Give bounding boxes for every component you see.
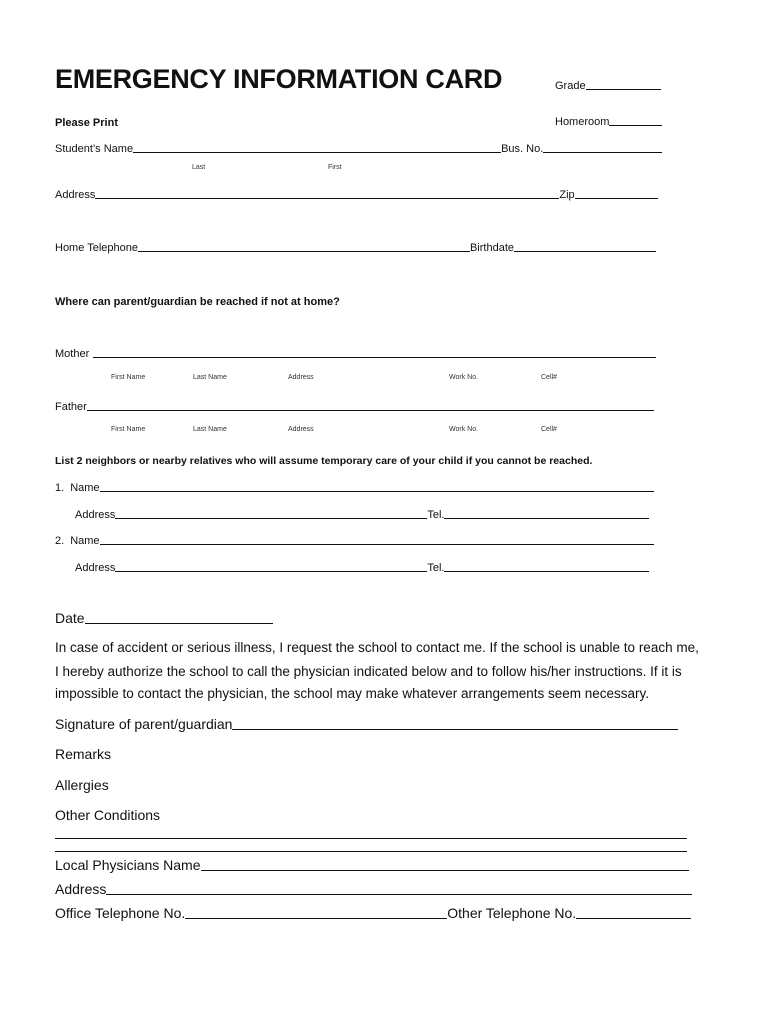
neighbor-1-name-label: Name	[70, 482, 100, 494]
neighbors-instruction: List 2 neighbors or nearby relatives who will assume temporary care of your child if you cannot be reached.	[55, 455, 593, 467]
address-label: Address	[55, 189, 96, 201]
father-hint-work: Work No.	[449, 426, 479, 433]
physician-line[interactable]	[201, 870, 689, 871]
zip-line[interactable]	[575, 198, 658, 199]
home-phone-label: Home Telephone	[55, 242, 138, 254]
consent-line-3: impossible to contact the physician, the school may make whatever arrangements seem necessary.	[55, 686, 650, 701]
homeroom-line[interactable]	[609, 125, 662, 126]
mother-hint-address: Address	[288, 374, 314, 381]
remarks-label: Remarks	[55, 746, 112, 762]
neighbor-1-number: 1.	[55, 482, 65, 494]
mother-row	[55, 348, 656, 360]
office-phone-label: Office Telephone No.	[55, 905, 186, 921]
signature-label: Signature of parent/guardian	[55, 716, 233, 732]
student-name-line[interactable]	[133, 152, 501, 153]
first-hint: First	[328, 164, 342, 171]
grade-label: Grade	[555, 80, 586, 92]
page-title: EMERGENCY INFORMATION CARD	[55, 64, 503, 94]
phone-numbers-row	[55, 905, 691, 921]
consent-line-1: In case of accident or serious illness, I request the school to contact me. If the school is unable to reach me,	[55, 640, 699, 655]
neighbor-1-name-row	[55, 482, 654, 494]
birthdate-line[interactable]	[514, 251, 656, 252]
mother-hint-last: Last Name	[193, 374, 227, 381]
date-label: Date	[55, 610, 85, 626]
neighbor-2-name-label: Name	[70, 535, 100, 547]
father-hint-first: First Name	[111, 426, 146, 433]
neighbor-2-number: 2.	[55, 535, 65, 547]
conditions-line-1[interactable]	[55, 838, 687, 839]
neighbor-2-address-label: Address	[75, 562, 116, 574]
other-conditions-label: Other Conditions	[55, 807, 161, 823]
grade-field[interactable]	[555, 80, 661, 92]
birthdate-label: Birthdate	[469, 242, 514, 254]
signature-row	[55, 716, 678, 732]
other-phone-line[interactable]	[576, 918, 691, 919]
mother-hint-first: First Name	[111, 374, 146, 381]
student-name-label: Student’s Name	[55, 143, 134, 155]
neighbor-1-name-line[interactable]	[100, 491, 654, 492]
neighbor-1-address-line[interactable]	[115, 518, 427, 519]
home-phone-line[interactable]	[138, 251, 470, 252]
neighbor-2-tel-label: Tel.	[427, 562, 445, 574]
neighbor-2-address-line[interactable]	[115, 571, 427, 572]
mother-hint-cell: Cell#	[541, 374, 557, 381]
neighbor-1-tel-line[interactable]	[444, 518, 649, 519]
grade-line[interactable]	[586, 89, 661, 90]
father-hint-cell: Cell#	[541, 426, 557, 433]
please-print-note: Please Print	[55, 117, 118, 129]
father-row	[55, 401, 654, 413]
neighbor-2-name-line[interactable]	[100, 544, 654, 545]
physician-address-row	[55, 881, 692, 897]
zip-label: Zip	[559, 189, 575, 201]
student-name-row	[55, 143, 662, 155]
physician-address-label: Address	[55, 881, 107, 897]
date-row	[55, 610, 273, 626]
signature-line[interactable]	[232, 729, 678, 730]
father-hint-address: Address	[288, 426, 314, 433]
date-line[interactable]	[85, 623, 273, 624]
physician-row	[55, 857, 689, 873]
homeroom-field[interactable]	[555, 116, 662, 128]
bus-label: Bus. No.	[501, 143, 544, 155]
bus-line[interactable]	[543, 152, 662, 153]
physician-address-line[interactable]	[106, 894, 692, 895]
address-line[interactable]	[95, 198, 559, 199]
mother-line[interactable]	[93, 357, 656, 358]
father-line[interactable]	[87, 410, 654, 411]
mother-hint-work: Work No.	[449, 374, 479, 381]
student-address-row	[55, 189, 658, 201]
neighbor-1-address-label: Address	[75, 509, 116, 521]
parent-question: Where can parent/guardian be reached if not at home?	[55, 296, 340, 308]
neighbor-2-name-row	[55, 535, 654, 547]
conditions-line-2[interactable]	[55, 851, 687, 852]
mother-label: Mother	[55, 348, 90, 360]
father-label: Father	[55, 401, 87, 413]
home-phone-row	[55, 242, 656, 254]
last-hint: Last	[192, 164, 206, 171]
neighbor-2-address-row	[75, 562, 649, 574]
allergies-label: Allergies	[55, 777, 109, 793]
other-phone-label: Other Telephone No.	[447, 905, 577, 921]
consent-line-2: I hereby authorize the school to call the physician indicated below and to follow his/her instructions. If it is	[55, 664, 682, 679]
physician-label: Local Physicians Name	[55, 857, 201, 873]
homeroom-label: Homeroom	[555, 116, 610, 128]
office-phone-line[interactable]	[185, 918, 447, 919]
neighbor-1-address-row	[75, 509, 649, 521]
neighbor-1-tel-label: Tel.	[427, 509, 445, 521]
neighbor-2-tel-line[interactable]	[444, 571, 649, 572]
father-hint-last: Last Name	[193, 426, 227, 433]
